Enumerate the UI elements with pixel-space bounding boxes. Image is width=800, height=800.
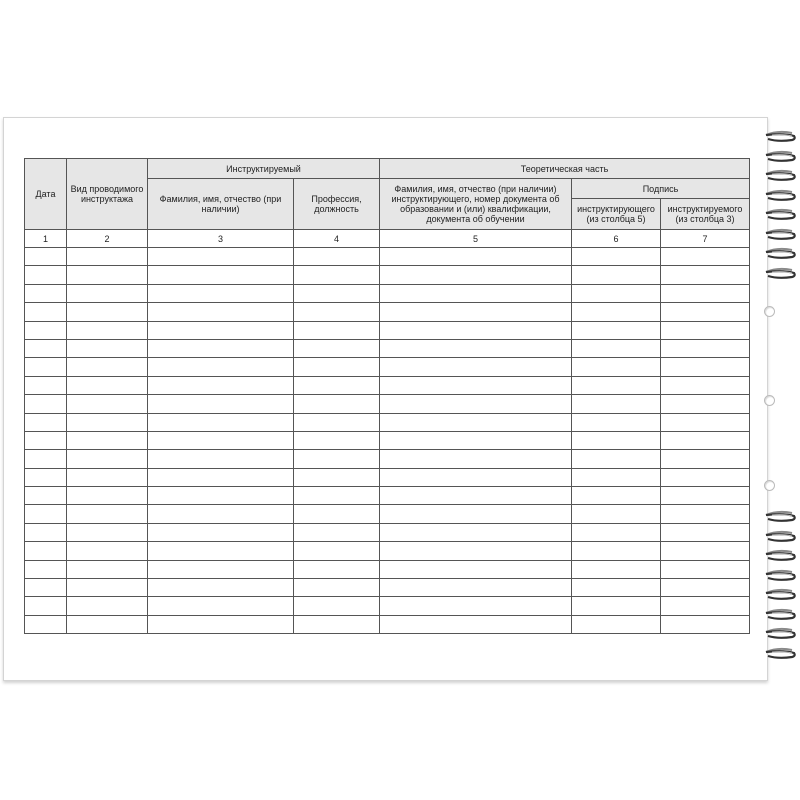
table-cell[interactable] xyxy=(380,579,572,597)
header-instructor-fio: Фамилия, имя, отчество (при наличии) инструктирующего, номер документа об образовании и (или) квалификации, документа об обучении xyxy=(380,179,572,230)
table-cell[interactable] xyxy=(380,468,572,486)
table-cell[interactable] xyxy=(148,321,294,339)
table-cell[interactable] xyxy=(661,431,750,449)
table-cell[interactable] xyxy=(67,395,148,413)
column-number: 2 xyxy=(67,230,148,248)
table-row xyxy=(25,615,750,633)
column-number: 7 xyxy=(661,230,750,248)
table-cell[interactable] xyxy=(67,487,148,505)
table-cell[interactable] xyxy=(661,266,750,284)
table-cell[interactable] xyxy=(380,266,572,284)
spiral-ring-icon xyxy=(762,247,798,261)
spiral-ring-icon xyxy=(762,267,798,281)
table-row xyxy=(25,597,750,615)
table-row xyxy=(25,542,750,560)
table-cell[interactable] xyxy=(25,615,67,633)
spiral-ring-icon xyxy=(762,549,798,563)
table-cell[interactable] xyxy=(25,321,67,339)
table-cell[interactable] xyxy=(67,431,148,449)
spiral-ring-icon xyxy=(762,510,798,524)
table-cell[interactable] xyxy=(294,358,380,376)
header-briefing-type: Вид проводимого инструктажа xyxy=(67,159,148,230)
table-cell[interactable] xyxy=(148,579,294,597)
punch-hole xyxy=(764,306,775,317)
table-row xyxy=(25,413,750,431)
table-cell[interactable] xyxy=(294,321,380,339)
table-cell[interactable] xyxy=(661,284,750,302)
table-cell[interactable] xyxy=(148,468,294,486)
table-row xyxy=(25,468,750,486)
table-cell[interactable] xyxy=(294,395,380,413)
table-cell[interactable] xyxy=(148,413,294,431)
column-number: 3 xyxy=(148,230,294,248)
table-cell[interactable] xyxy=(661,303,750,321)
table-cell[interactable] xyxy=(67,358,148,376)
table-cell[interactable] xyxy=(661,248,750,266)
table-cell[interactable] xyxy=(148,505,294,523)
table-cell[interactable] xyxy=(380,615,572,633)
table-cell[interactable] xyxy=(380,413,572,431)
table-cell[interactable] xyxy=(572,505,661,523)
table-cell[interactable] xyxy=(67,560,148,578)
table-cell[interactable] xyxy=(572,487,661,505)
table-cell[interactable] xyxy=(380,505,572,523)
table-cell[interactable] xyxy=(380,487,572,505)
table-row xyxy=(25,431,750,449)
table-cell[interactable] xyxy=(67,413,148,431)
table-cell[interactable] xyxy=(661,339,750,357)
table-cell[interactable] xyxy=(67,339,148,357)
table-cell[interactable] xyxy=(380,376,572,394)
table-cell[interactable] xyxy=(572,579,661,597)
spiral-ring-icon xyxy=(762,228,798,242)
table-cell[interactable] xyxy=(148,450,294,468)
table-cell[interactable] xyxy=(25,505,67,523)
header-theory: Теоретическая часть xyxy=(380,159,750,179)
header-instructed: Инструктируемый xyxy=(148,159,380,179)
table-cell[interactable] xyxy=(380,395,572,413)
table-cell[interactable] xyxy=(380,560,572,578)
table-cell[interactable] xyxy=(661,505,750,523)
table-cell[interactable] xyxy=(148,487,294,505)
table-cell[interactable] xyxy=(148,542,294,560)
table-cell[interactable] xyxy=(661,560,750,578)
table-cell[interactable] xyxy=(25,266,67,284)
table-cell[interactable] xyxy=(294,431,380,449)
table-cell[interactable] xyxy=(148,431,294,449)
table-cell[interactable] xyxy=(25,413,67,431)
table-cell[interactable] xyxy=(380,542,572,560)
table-cell[interactable] xyxy=(380,597,572,615)
table-cell[interactable] xyxy=(25,487,67,505)
table-cell[interactable] xyxy=(148,597,294,615)
table-cell[interactable] xyxy=(67,542,148,560)
table-cell[interactable] xyxy=(67,248,148,266)
table-row xyxy=(25,487,750,505)
table-cell[interactable] xyxy=(380,358,572,376)
table-cell[interactable] xyxy=(380,248,572,266)
table-cell[interactable] xyxy=(294,542,380,560)
table-cell[interactable] xyxy=(67,523,148,541)
table-cell[interactable] xyxy=(25,560,67,578)
punch-hole xyxy=(764,395,775,406)
table-cell[interactable] xyxy=(25,579,67,597)
spiral-ring-icon xyxy=(762,169,798,183)
table-cell[interactable] xyxy=(572,615,661,633)
table-cell[interactable] xyxy=(25,597,67,615)
table-cell[interactable] xyxy=(67,579,148,597)
table-row xyxy=(25,395,750,413)
table-cell[interactable] xyxy=(148,358,294,376)
header-sign-instructor: инструктирующего (из столбца 5) xyxy=(572,199,661,230)
table-cell[interactable] xyxy=(572,266,661,284)
table-cell[interactable] xyxy=(67,468,148,486)
table-cell[interactable] xyxy=(67,615,148,633)
table-cell[interactable] xyxy=(661,468,750,486)
table-cell[interactable] xyxy=(148,284,294,302)
spiral-ring-icon xyxy=(762,130,798,144)
table-cell[interactable] xyxy=(572,339,661,357)
table-cell[interactable] xyxy=(148,615,294,633)
table-cell[interactable] xyxy=(294,339,380,357)
table-cell[interactable] xyxy=(572,468,661,486)
table-cell[interactable] xyxy=(572,450,661,468)
column-number: 6 xyxy=(572,230,661,248)
table-cell[interactable] xyxy=(294,450,380,468)
table-row xyxy=(25,321,750,339)
table-cell[interactable] xyxy=(294,284,380,302)
table-cell[interactable] xyxy=(148,266,294,284)
table-cell[interactable] xyxy=(572,597,661,615)
table-row xyxy=(25,284,750,302)
table-cell[interactable] xyxy=(294,376,380,394)
table-cell[interactable] xyxy=(294,266,380,284)
table-cell[interactable] xyxy=(294,579,380,597)
table-row xyxy=(25,560,750,578)
table-cell[interactable] xyxy=(572,431,661,449)
table-cell[interactable] xyxy=(294,560,380,578)
table-cell[interactable] xyxy=(294,487,380,505)
table-cell[interactable] xyxy=(661,597,750,615)
table-cell[interactable] xyxy=(148,395,294,413)
table-cell[interactable] xyxy=(380,431,572,449)
table-cell[interactable] xyxy=(380,303,572,321)
table-cell[interactable] xyxy=(572,321,661,339)
table-cell[interactable] xyxy=(25,431,67,449)
table-row xyxy=(25,248,750,266)
table-cell[interactable] xyxy=(661,395,750,413)
journal-page xyxy=(3,117,768,681)
table-cell[interactable] xyxy=(25,248,67,266)
table-cell[interactable] xyxy=(25,395,67,413)
table-cell[interactable] xyxy=(67,597,148,615)
spiral-ring-icon xyxy=(762,189,798,203)
table-row xyxy=(25,505,750,523)
table-cell[interactable] xyxy=(148,339,294,357)
table-cell[interactable] xyxy=(25,358,67,376)
table-cell[interactable] xyxy=(294,505,380,523)
spiral-ring-icon xyxy=(762,627,798,641)
table-cell[interactable] xyxy=(380,523,572,541)
table-cell[interactable] xyxy=(148,248,294,266)
briefing-log-table xyxy=(24,158,750,634)
table-cell[interactable] xyxy=(25,284,67,302)
header-sign-instructed: инструктируемого (из столбца 3) xyxy=(661,199,750,230)
table-row xyxy=(25,523,750,541)
table-cell[interactable] xyxy=(67,266,148,284)
header-date: Дата xyxy=(25,159,67,230)
column-number: 4 xyxy=(294,230,380,248)
table-cell[interactable] xyxy=(661,542,750,560)
table-cell[interactable] xyxy=(148,560,294,578)
spiral-ring-icon xyxy=(762,208,798,222)
table-cell[interactable] xyxy=(572,248,661,266)
column-number: 1 xyxy=(25,230,67,248)
spiral-ring-icon xyxy=(762,569,798,583)
table-cell[interactable] xyxy=(572,395,661,413)
table-cell[interactable] xyxy=(661,376,750,394)
table-cell[interactable] xyxy=(380,321,572,339)
table-cell[interactable] xyxy=(294,615,380,633)
table-cell[interactable] xyxy=(380,450,572,468)
table-cell[interactable] xyxy=(25,450,67,468)
table-row xyxy=(25,376,750,394)
header-profession: Профессия, должность xyxy=(294,179,380,230)
table-cell[interactable] xyxy=(148,303,294,321)
table-cell[interactable] xyxy=(572,542,661,560)
table-cell[interactable] xyxy=(25,542,67,560)
table-cell[interactable] xyxy=(67,505,148,523)
table-cell[interactable] xyxy=(380,339,572,357)
table-cell[interactable] xyxy=(661,413,750,431)
punch-hole xyxy=(764,480,775,491)
column-number: 5 xyxy=(380,230,572,248)
table-cell[interactable] xyxy=(572,303,661,321)
table-cell[interactable] xyxy=(572,413,661,431)
table-row xyxy=(25,358,750,376)
table-cell[interactable] xyxy=(572,358,661,376)
table-cell[interactable] xyxy=(67,303,148,321)
table-cell[interactable] xyxy=(294,413,380,431)
table-cell[interactable] xyxy=(148,376,294,394)
header-signature: Подпись xyxy=(572,179,750,199)
table-cell[interactable] xyxy=(572,560,661,578)
table-cell[interactable] xyxy=(67,321,148,339)
table-cell[interactable] xyxy=(25,376,67,394)
table-cell[interactable] xyxy=(572,523,661,541)
table-row xyxy=(25,266,750,284)
table-row xyxy=(25,450,750,468)
table-row xyxy=(25,339,750,357)
table-cell[interactable] xyxy=(661,487,750,505)
table-cell[interactable] xyxy=(661,615,750,633)
spiral-ring-icon xyxy=(762,588,798,602)
table-row xyxy=(25,303,750,321)
table-cell[interactable] xyxy=(67,450,148,468)
table-cell[interactable] xyxy=(294,468,380,486)
table-cell[interactable] xyxy=(661,358,750,376)
table-row xyxy=(25,579,750,597)
spiral-ring-icon xyxy=(762,647,798,661)
column-number-row xyxy=(25,230,750,248)
table-cell[interactable] xyxy=(572,376,661,394)
table-cell[interactable] xyxy=(25,303,67,321)
table-cell[interactable] xyxy=(67,376,148,394)
table-cell[interactable] xyxy=(661,321,750,339)
header-instructed-fio: Фамилия, имя, отчество (при наличии) xyxy=(148,179,294,230)
table-cell[interactable] xyxy=(148,523,294,541)
table-cell[interactable] xyxy=(661,579,750,597)
table-cell[interactable] xyxy=(661,450,750,468)
table-cell[interactable] xyxy=(661,523,750,541)
spiral-ring-icon xyxy=(762,608,798,622)
spiral-ring-icon xyxy=(762,530,798,544)
table-cell[interactable] xyxy=(294,248,380,266)
table-cell[interactable] xyxy=(25,339,67,357)
table-cell[interactable] xyxy=(25,523,67,541)
table-cell[interactable] xyxy=(294,597,380,615)
table-cell[interactable] xyxy=(294,303,380,321)
spiral-ring-icon xyxy=(762,150,798,164)
table-cell[interactable] xyxy=(380,284,572,302)
table-cell[interactable] xyxy=(67,284,148,302)
table-cell[interactable] xyxy=(572,284,661,302)
table-cell[interactable] xyxy=(25,468,67,486)
table-cell[interactable] xyxy=(294,523,380,541)
